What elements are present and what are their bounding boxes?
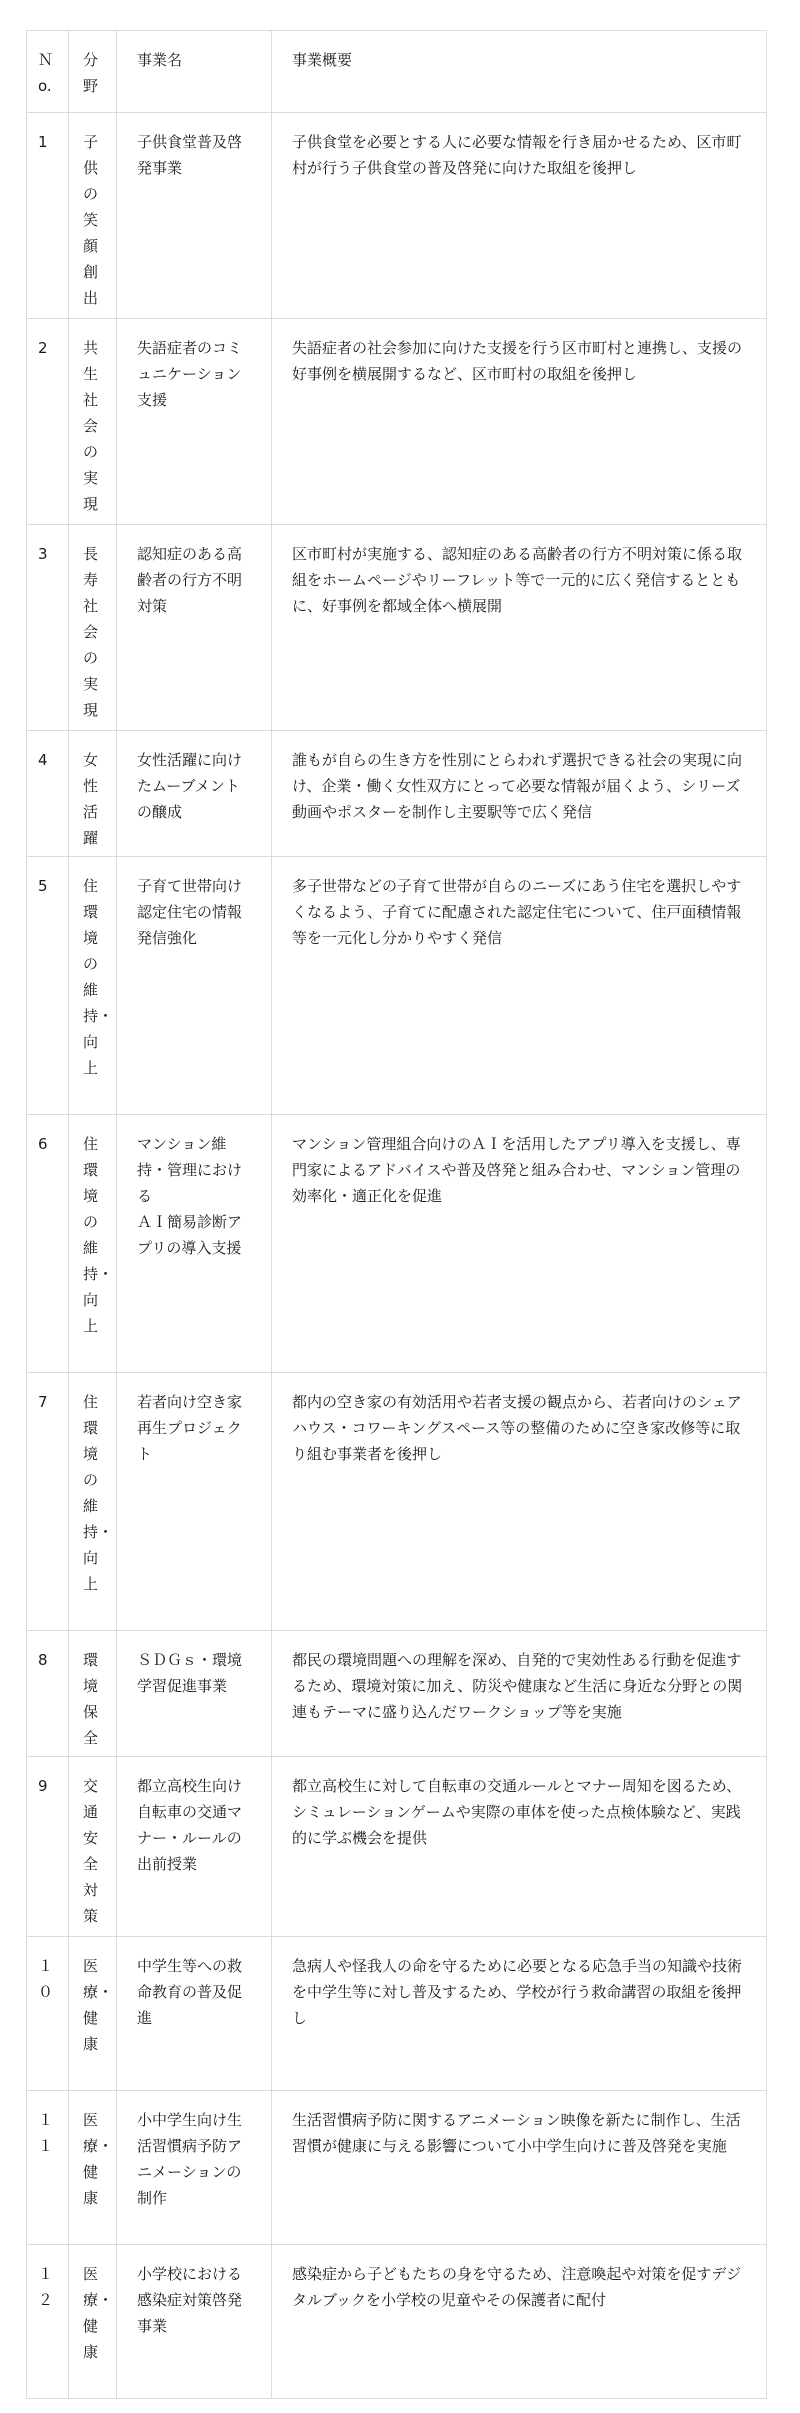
row-summary: 失語症者の社会参加に向けた支援を行う区市町村と連携し、支援の好事例を横展開するなど、区市町村の取組を後押し (272, 319, 767, 525)
row-summary: マンション管理組合向けのＡＩを活用したアプリ導入を支援し、専門家によるアドバイスや普及啓発と組み合わせ、マンション管理の効率化・適正化を促進 (272, 1115, 767, 1373)
row-name: 若者向け空き家再生プロジェクト (117, 1373, 272, 1631)
row-name: 子供食堂普及啓発事業 (117, 113, 272, 319)
row-summary: 都立高校生に対して自転車の交通ルールとマナー周知を図るため、シミュレーションゲームや実際の車体を使った点検体験など、実践的に学ぶ機会を提供 (272, 1757, 767, 1937)
row-name: 小中学生向け生活習慣病予防アニメーションの制作 (117, 2091, 272, 2245)
row-summary: 生活習慣病予防に関するアニメーション映像を新たに制作し、生活習慣が健康に与える影響について小中学生向けに普及啓発を実施 (272, 2091, 767, 2245)
row-summary: 急病人や怪我人の命を守るために必要となる応急手当の知識や技術を中学生等に対し普及するため、学校が行う救命講習の取組を後押し (272, 1937, 767, 2091)
row-no: １２ (27, 2245, 69, 2399)
table-header-row (27, 31, 767, 113)
row-field: 女性活躍 (83, 751, 99, 847)
row-no: １１ (27, 2091, 69, 2245)
table-row (27, 525, 767, 731)
row-name: 女性活躍に向けたムーブメントの醸成 (117, 731, 272, 857)
row-field: 子供の笑顔創出 (83, 133, 99, 307)
row-field: 交通安全対策 (83, 1777, 99, 1925)
row-name: 中学生等への救命教育の普及促進 (117, 1937, 272, 2091)
table-row (27, 2091, 767, 2245)
row-field: 医療・健康 (83, 1957, 114, 2053)
row-no: 1 (27, 113, 69, 319)
row-no: 7 (27, 1373, 69, 1631)
table-row (27, 319, 767, 525)
header-summary: 事業概要 (272, 31, 767, 113)
row-no: 3 (27, 525, 69, 731)
row-field: 環境保全 (83, 1651, 99, 1747)
table-row (27, 731, 767, 857)
row-no: 5 (27, 857, 69, 1115)
row-field: 住環境の維持・向上 (83, 1393, 114, 1593)
row-name: 都立高校生向け自転車の交通マナー・ルールの出前授業 (117, 1757, 272, 1937)
table-row (27, 1757, 767, 1937)
project-table (26, 30, 767, 2399)
row-no: 4 (27, 731, 69, 857)
table-row (27, 1937, 767, 2091)
row-no: 9 (27, 1757, 69, 1937)
row-field: 住環境の維持・向上 (83, 1135, 114, 1335)
table-row (27, 1115, 767, 1373)
table-row (27, 857, 767, 1115)
row-no: 2 (27, 319, 69, 525)
header-no: Ｎo. (27, 31, 69, 113)
row-summary: 都内の空き家の有効活用や若者支援の観点から、若者向けのシェアハウス・コワーキングスペース等の整備のために空き家改修等に取り組む事業者を後押し (272, 1373, 767, 1631)
row-summary: 区市町村が実施する、認知症のある高齢者の行方不明対策に係る取組をホームページやリーフレット等で一元的に広く発信するとともに、好事例を都域全体へ横展開 (272, 525, 767, 731)
table-row (27, 1631, 767, 1757)
table-row (27, 1373, 767, 1631)
row-summary: 多子世帯などの子育て世帯が自らのニーズにあう住宅を選択しやすくなるよう、子育てに配慮された認定住宅について、住戸面積情報等を一元化し分かりやすく発信 (272, 857, 767, 1115)
header-field: 分野 (69, 31, 117, 113)
row-name: 失語症者のコミュニケーション支援 (117, 319, 272, 525)
header-name: 事業名 (117, 31, 272, 113)
row-no: 6 (27, 1115, 69, 1373)
row-no: 8 (27, 1631, 69, 1757)
row-summary: 子供食堂を必要とする人に必要な情報を行き届かせるため、区市町村が行う子供食堂の普及啓発に向けた取組を後押し (272, 113, 767, 319)
row-name: ＳＤＧｓ・環境学習促進事業 (117, 1631, 272, 1757)
row-name: 認知症のある高齢者の行方不明対策 (117, 525, 272, 731)
row-field: 住環境の維持・向上 (83, 877, 114, 1077)
row-field: 医療・健康 (83, 2111, 114, 2207)
row-field: 長寿社会の実現 (83, 545, 99, 719)
row-no: １０ (27, 1937, 69, 2091)
row-field: 医療・健康 (83, 2265, 114, 2361)
row-name: 小学校における感染症対策啓発事業 (117, 2245, 272, 2399)
table-row (27, 113, 767, 319)
row-name: マンション維持・管理における ＡＩ簡易診断アプリの導入支援 (117, 1115, 272, 1373)
row-summary: 都民の環境問題への理解を深め、自発的で実効性ある行動を促進するため、環境対策に加え、防災や健康など生活に身近な分野との関連もテーマに盛り込んだワークショップ等を実施 (272, 1631, 767, 1757)
row-name: 子育て世帯向け認定住宅の情報発信強化 (117, 857, 272, 1115)
row-summary: 感染症から子どもたちの身を守るため、注意喚起や対策を促すデジタルブックを小学校の児童やその保護者に配付 (272, 2245, 767, 2399)
row-summary: 誰もが自らの生き方を性別にとらわれず選択できる社会の実現に向け、企業・働く女性双方にとって必要な情報が届くよう、シリーズ動画やポスターを制作し主要駅等で広く発信 (272, 731, 767, 857)
table-row (27, 2245, 767, 2399)
row-field: 共生社会の実現 (83, 339, 99, 513)
